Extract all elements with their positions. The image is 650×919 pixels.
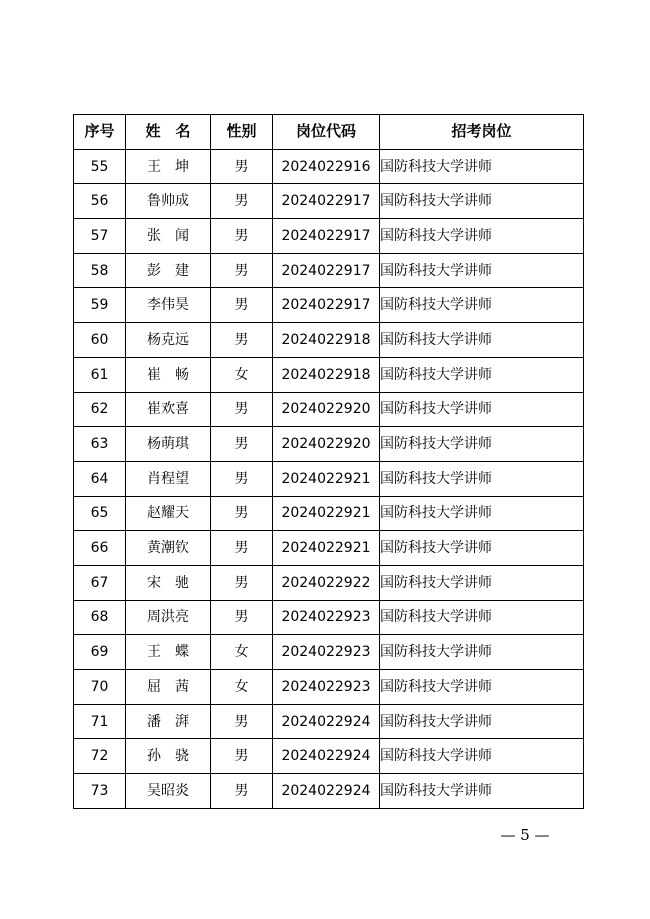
cell-gender: 男	[211, 774, 273, 809]
table-row	[74, 427, 584, 462]
cell-serial-number: 71	[74, 704, 126, 739]
cell-name: 崔欢喜	[126, 392, 211, 427]
cell-name: 杨克远	[126, 323, 211, 358]
cell-serial-number: 73	[74, 774, 126, 809]
cell-gender: 男	[211, 427, 273, 462]
cell-position-code: 2024022918	[273, 323, 380, 358]
cell-position-code: 2024022923	[273, 600, 380, 635]
table-row	[74, 219, 584, 254]
cell-serial-number: 63	[74, 427, 126, 462]
cell-position-code: 2024022917	[273, 219, 380, 254]
cell-serial-number: 55	[74, 149, 126, 184]
cell-gender: 男	[211, 600, 273, 635]
cell-serial-number: 61	[74, 357, 126, 392]
cell-position-code: 2024022916	[273, 149, 380, 184]
cell-serial-number: 68	[74, 600, 126, 635]
table-row	[74, 670, 584, 705]
cell-position-code: 2024022923	[273, 670, 380, 705]
cell-serial-number: 57	[74, 219, 126, 254]
cell-recruitment-position: 国防科技大学讲师	[380, 253, 584, 288]
cell-gender: 男	[211, 461, 273, 496]
cell-name: 宋 驰	[126, 565, 211, 600]
cell-name: 黄潮钦	[126, 531, 211, 566]
cell-recruitment-position: 国防科技大学讲师	[380, 184, 584, 219]
cell-serial-number: 60	[74, 323, 126, 358]
table-row	[74, 288, 584, 323]
cell-gender: 男	[211, 149, 273, 184]
cell-name: 彭 建	[126, 253, 211, 288]
cell-serial-number: 69	[74, 635, 126, 670]
table-row	[74, 253, 584, 288]
cell-name: 王 蝶	[126, 635, 211, 670]
cell-position-code: 2024022920	[273, 392, 380, 427]
cell-recruitment-position: 国防科技大学讲师	[380, 635, 584, 670]
cell-gender: 女	[211, 357, 273, 392]
table-row	[74, 531, 584, 566]
cell-recruitment-position: 国防科技大学讲师	[380, 323, 584, 358]
cell-serial-number: 58	[74, 253, 126, 288]
cell-name: 潘 湃	[126, 704, 211, 739]
roster-table	[73, 114, 584, 809]
cell-recruitment-position: 国防科技大学讲师	[380, 219, 584, 254]
cell-gender: 男	[211, 392, 273, 427]
table-row	[74, 323, 584, 358]
cell-position-code: 2024022921	[273, 496, 380, 531]
table-row	[74, 565, 584, 600]
cell-position-code: 2024022917	[273, 184, 380, 219]
page-number: — 5 —	[500, 826, 550, 844]
cell-name: 崔 畅	[126, 357, 211, 392]
cell-gender: 男	[211, 739, 273, 774]
cell-recruitment-position: 国防科技大学讲师	[380, 704, 584, 739]
cell-recruitment-position: 国防科技大学讲师	[380, 392, 584, 427]
cell-recruitment-position: 国防科技大学讲师	[380, 565, 584, 600]
cell-name: 鲁帅成	[126, 184, 211, 219]
cell-position-code: 2024022920	[273, 427, 380, 462]
cell-gender: 女	[211, 670, 273, 705]
cell-name: 李伟昊	[126, 288, 211, 323]
cell-gender: 男	[211, 253, 273, 288]
cell-serial-number: 70	[74, 670, 126, 705]
cell-recruitment-position: 国防科技大学讲师	[380, 670, 584, 705]
cell-recruitment-position: 国防科技大学讲师	[380, 600, 584, 635]
cell-name: 肖程望	[126, 461, 211, 496]
header-serial-number: 序号	[74, 115, 126, 150]
cell-position-code: 2024022924	[273, 774, 380, 809]
cell-position-code: 2024022917	[273, 288, 380, 323]
cell-name: 张 闻	[126, 219, 211, 254]
cell-name: 赵耀天	[126, 496, 211, 531]
cell-recruitment-position: 国防科技大学讲师	[380, 461, 584, 496]
cell-gender: 女	[211, 635, 273, 670]
cell-serial-number: 65	[74, 496, 126, 531]
header-name: 姓 名	[126, 115, 211, 150]
cell-recruitment-position: 国防科技大学讲师	[380, 531, 584, 566]
cell-gender: 男	[211, 704, 273, 739]
cell-recruitment-position: 国防科技大学讲师	[380, 739, 584, 774]
cell-name: 吴昭炎	[126, 774, 211, 809]
table-row	[74, 461, 584, 496]
header-gender: 性别	[211, 115, 273, 150]
table-row	[74, 496, 584, 531]
cell-gender: 男	[211, 531, 273, 566]
table-header-row	[74, 115, 584, 150]
table-row	[74, 704, 584, 739]
cell-gender: 男	[211, 184, 273, 219]
cell-name: 孙 骁	[126, 739, 211, 774]
cell-position-code: 2024022921	[273, 461, 380, 496]
cell-serial-number: 59	[74, 288, 126, 323]
cell-gender: 男	[211, 288, 273, 323]
cell-position-code: 2024022922	[273, 565, 380, 600]
cell-position-code: 2024022923	[273, 635, 380, 670]
cell-gender: 男	[211, 496, 273, 531]
cell-recruitment-position: 国防科技大学讲师	[380, 496, 584, 531]
table-row	[74, 739, 584, 774]
cell-serial-number: 72	[74, 739, 126, 774]
table-row	[74, 357, 584, 392]
cell-recruitment-position: 国防科技大学讲师	[380, 774, 584, 809]
table-row	[74, 774, 584, 809]
header-position-code: 岗位代码	[273, 115, 380, 150]
cell-position-code: 2024022917	[273, 253, 380, 288]
cell-serial-number: 56	[74, 184, 126, 219]
cell-recruitment-position: 国防科技大学讲师	[380, 288, 584, 323]
cell-position-code: 2024022924	[273, 704, 380, 739]
cell-recruitment-position: 国防科技大学讲师	[380, 149, 584, 184]
cell-serial-number: 62	[74, 392, 126, 427]
cell-gender: 男	[211, 323, 273, 358]
cell-serial-number: 64	[74, 461, 126, 496]
header-recruitment-position: 招考岗位	[380, 115, 584, 150]
table-row	[74, 635, 584, 670]
cell-name: 周洪亮	[126, 600, 211, 635]
table-row	[74, 184, 584, 219]
table-row	[74, 392, 584, 427]
cell-position-code: 2024022921	[273, 531, 380, 566]
cell-name: 屈 茜	[126, 670, 211, 705]
cell-name: 杨萌琪	[126, 427, 211, 462]
table-row	[74, 149, 584, 184]
cell-serial-number: 67	[74, 565, 126, 600]
cell-serial-number: 66	[74, 531, 126, 566]
cell-recruitment-position: 国防科技大学讲师	[380, 427, 584, 462]
cell-recruitment-position: 国防科技大学讲师	[380, 357, 584, 392]
table-body	[74, 149, 584, 808]
cell-position-code: 2024022918	[273, 357, 380, 392]
cell-position-code: 2024022924	[273, 739, 380, 774]
cell-gender: 男	[211, 219, 273, 254]
cell-name: 王 坤	[126, 149, 211, 184]
cell-gender: 男	[211, 565, 273, 600]
table-row	[74, 600, 584, 635]
